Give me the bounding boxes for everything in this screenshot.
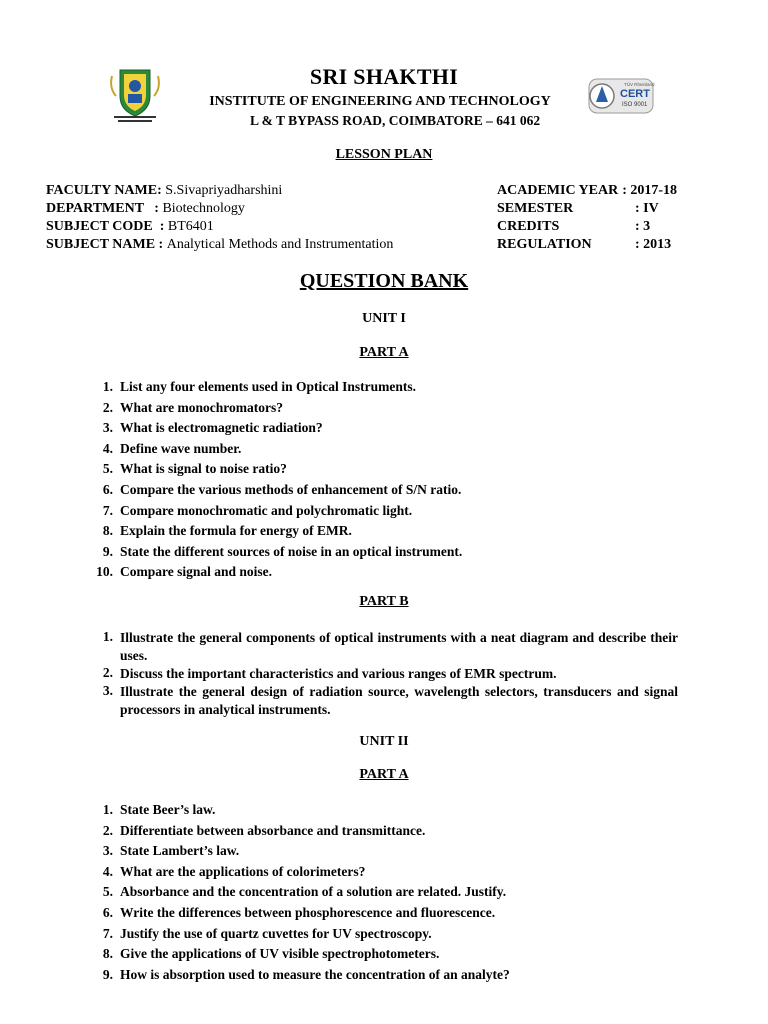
svg-text:CERT: CERT — [620, 88, 650, 100]
unit-1-title: UNIT I — [362, 311, 406, 326]
unit-1-part-b-title: PART B — [359, 594, 409, 609]
unit-2-part-a-title: PART A — [359, 767, 409, 782]
institution-name: SRI SHAKTHI — [309, 64, 459, 89]
unit-1-part-a-title: PART A — [359, 345, 409, 360]
unit-2-part-a-list — [86, 800, 678, 985]
list-item: 2. What are monochromators? — [102, 399, 283, 415]
meta-subject-name: SUBJECT NAME : Analytical Methods and Instrumentation — [46, 237, 394, 252]
institution-address: L & T BYPASS ROAD, COIMBATORE – 641 062 — [250, 113, 541, 128]
meta-regulation: REGULATION : 2013 — [497, 237, 672, 252]
list-item: 4. Define wave number. — [102, 440, 242, 456]
unit-1-part-b-list — [86, 629, 678, 719]
institution-subtitle: INSTITUTE OF ENGINEERING AND TECHNOLOGY — [209, 94, 551, 109]
list-item: 3. What is electromagnetic radiation? — [102, 420, 323, 436]
list-item: 1. State Beer’s law. — [102, 802, 216, 817]
list-item: 5. What is signal to noise ratio? — [102, 461, 287, 477]
meta-academic-year: ACADEMIC YEAR : 2017-18 — [497, 183, 678, 198]
list-item: 4. What are the applications of colorimeters? — [102, 863, 366, 879]
list-item: 1. List any four elements used in Optical Instruments. — [102, 379, 417, 394]
course-meta-right — [497, 182, 677, 254]
list-item: 3. State Lambert’s law. — [102, 843, 240, 859]
list-item: 9. How is absorption used to measure the concentration of an analyte? — [102, 966, 510, 982]
list-item: 8. Explain the formula for energy of EMR. — [102, 523, 352, 539]
list-item: 3. Illustrate the general design of radiation source, wavelength selectors, transducers and signal processors in analytical instruments. — [102, 683, 678, 717]
meta-faculty: FACULTY NAME: S.Sivapriyadharshini — [46, 183, 283, 198]
list-item: 2. Differentiate between absorbance and transmittance. — [102, 822, 426, 838]
list-item: 1. Illustrate the general components of optical instruments with a neat diagram and describe their uses. — [102, 629, 678, 663]
document-title: LESSON PLAN — [335, 147, 433, 162]
meta-subject-code: SUBJECT CODE : BT6401 — [46, 219, 214, 234]
question-bank-title: QUESTION BANK — [299, 270, 469, 292]
meta-credits: CREDITS : 3 — [497, 219, 651, 234]
list-item: 9. State the different sources of noise in an optical instrument. — [102, 543, 463, 559]
list-item: 7. Justify the use of quartz cuvettes for UV spectroscopy. — [102, 925, 432, 941]
unit-2-title: UNIT II — [359, 734, 409, 749]
list-item: 5. Absorbance and the concentration of a solution are related. Justify. — [102, 884, 507, 900]
list-item: 10. Compare signal and noise. — [96, 564, 273, 580]
list-item: 7. Compare monochromatic and polychromatic light. — [102, 502, 413, 518]
svg-text:TÜV Rheinland: TÜV Rheinland — [624, 82, 655, 87]
course-meta-left — [46, 182, 393, 254]
list-item: 2. Discuss the important characteristics and various ranges of EMR spectrum. — [102, 665, 557, 681]
unit-1-part-a-list — [86, 377, 678, 583]
meta-department: DEPARTMENT : Biotechnology — [46, 201, 245, 216]
list-item: 6. Write the differences between phosphorescence and fluorescence. — [102, 904, 496, 920]
list-item: 6. Compare the various methods of enhancement of S/N ratio. — [102, 481, 462, 497]
list-item: 8. Give the applications of UV visible spectrophotometers. — [102, 946, 440, 962]
svg-text:ISO 9001: ISO 9001 — [622, 102, 648, 108]
meta-semester: SEMESTER : IV — [497, 201, 659, 216]
